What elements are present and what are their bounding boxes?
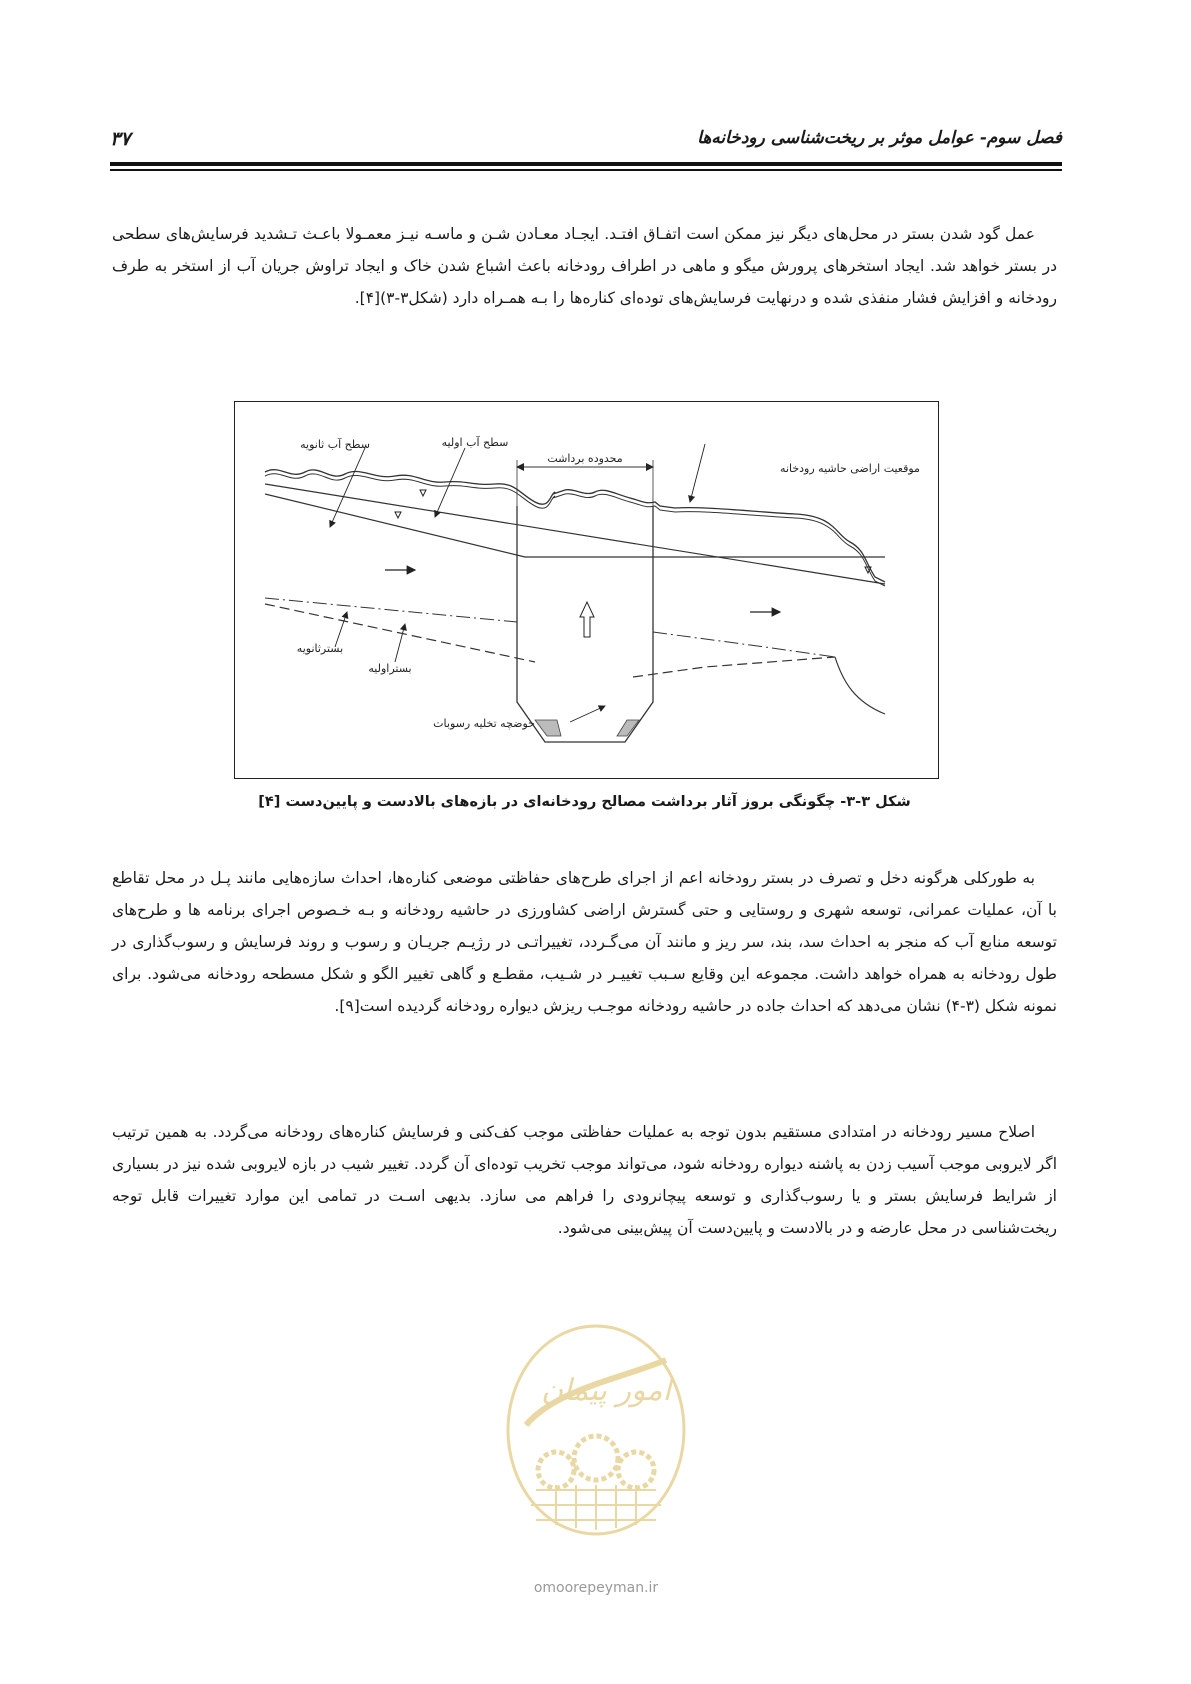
label-initial-water: سطح آب اولیه <box>441 436 509 449</box>
body-paragraph-1: عمل گود شدن بستر در محل‌های دیگر نیز ممکن است اتفـاق افتـد. ایجـاد معـادن شـن و ماسـه نیـز معمـولا باعـث تـشدید فرسایش‌های سطحی در بستر خواهد شد. ایجاد استخرهای پرورش میگو و ماهی در اطراف رودخانه باعث اشباع شدن خاک و ایجاد تراوش جریان آب از استخر به طرف رودخانه و افزایش فشار منفذی شده و درنهایت فرسایش‌های توده‌ای کناره‌ها را بـه همـراه دارد (شکل۳-۳)[۴]. <box>112 225 1057 307</box>
secondary-water-surface <box>265 494 525 557</box>
label-initial-bed: بستراولیه <box>368 662 412 675</box>
river-extraction-diagram <box>235 402 940 780</box>
label-secondary-bed: بسترثانویه <box>296 642 344 655</box>
page-header <box>110 128 1062 158</box>
logo-text: امور پیمان <box>541 1373 671 1408</box>
watermark-logo <box>496 1320 696 1570</box>
figure-caption: شکل ۳-۳- چگونگی بروز آثار برداشت مصالح رودخانه‌ای در بازه‌های بالادست و پایین‌دست [۴] <box>258 794 911 810</box>
label-sediment-basin: حوضچه تخلیه رسوبات <box>433 717 535 730</box>
initial-water-surface <box>265 484 885 584</box>
body-paragraph-2: به طورکلی هرگونه دخل و تصرف در بستر رودخانه اعم از اجرای طرح‌های حفاظتی موضعی کناره‌ها، احداث سازه‌هایی مانند پـل در محل تقاطع با آن، عملیات عمرانی، توسعه شهری و روستایی و حتی گسترش اراضی کشاورزی در حاشیه رودخانه و بـه خـصوص اجرای برنامه ها و طرح‌های توسعه منابع آب که منجر به احداث سد، بند، سر ریز و مانند آن می‌گـردد، تغییراتـی در رژیـم جریـان و رسوب و روند فرسایش و رسوب‌گذاری در طول رودخانه به همراه خواهد داشت. مجموعه این وقایع سـبب تغییـر در شـیب، مقطـع و گاهی تغییر الگو و شکل مسطحه رودخانه می‌شود. برای نمونه شکل (۳-۴) نشان می‌دهد که احداث جاده در حاشیه رودخانه موجـب ریزش دیواره رودخانه گردیده است[۹]. <box>112 869 1057 1015</box>
header-rule-thick <box>110 162 1062 166</box>
label-extraction-zone: محدوده برداشت <box>547 452 623 465</box>
figure-3-3 <box>234 401 939 779</box>
watermark-url: omoorepeyman.ir <box>533 1580 659 1596</box>
page-number: ۳۷ <box>110 128 131 150</box>
label-secondary-water: سطح آب ثانویه <box>300 438 370 451</box>
ground-surface <box>265 470 885 582</box>
extraction-pit <box>517 506 653 742</box>
label-floodplain: موقعیت اراضی حاشیه رودخانه <box>780 462 920 475</box>
chapter-title: فصل سوم- عوامل موثر بر ریخت‌شناسی رودخانه‌ها <box>697 128 1062 148</box>
body-paragraph-3: اصلاح مسیر رودخانه در امتدادی مستقیم بدون توجه به عملیات حفاظتی موجب کف‌کنی و فرسایش کناره‌های رودخانه می‌گردد. به همین ترتیب اگر لایروبی موجب آسیب زدن به پاشنه دیواره رودخانه شود، می‌تواند موجب تخریب توده‌ای آن گردد. تغییر شیب در بازه لایروبی شده نیز در بسیاری از شرایط فرسایش بستر و یا رسوب‌گذاری و توسعه پیچانرودی را فراهم می سازد. بدیهی اسـت در تمامی این موارد تغییرات قابل توجه ریخت‌شناسی در محل عارضه و در بالادست و پایین‌دست آن پیش‌بینی می‌شود. <box>112 1123 1057 1237</box>
header-rule-thin <box>110 169 1062 171</box>
secondary-bed-line <box>265 598 517 622</box>
